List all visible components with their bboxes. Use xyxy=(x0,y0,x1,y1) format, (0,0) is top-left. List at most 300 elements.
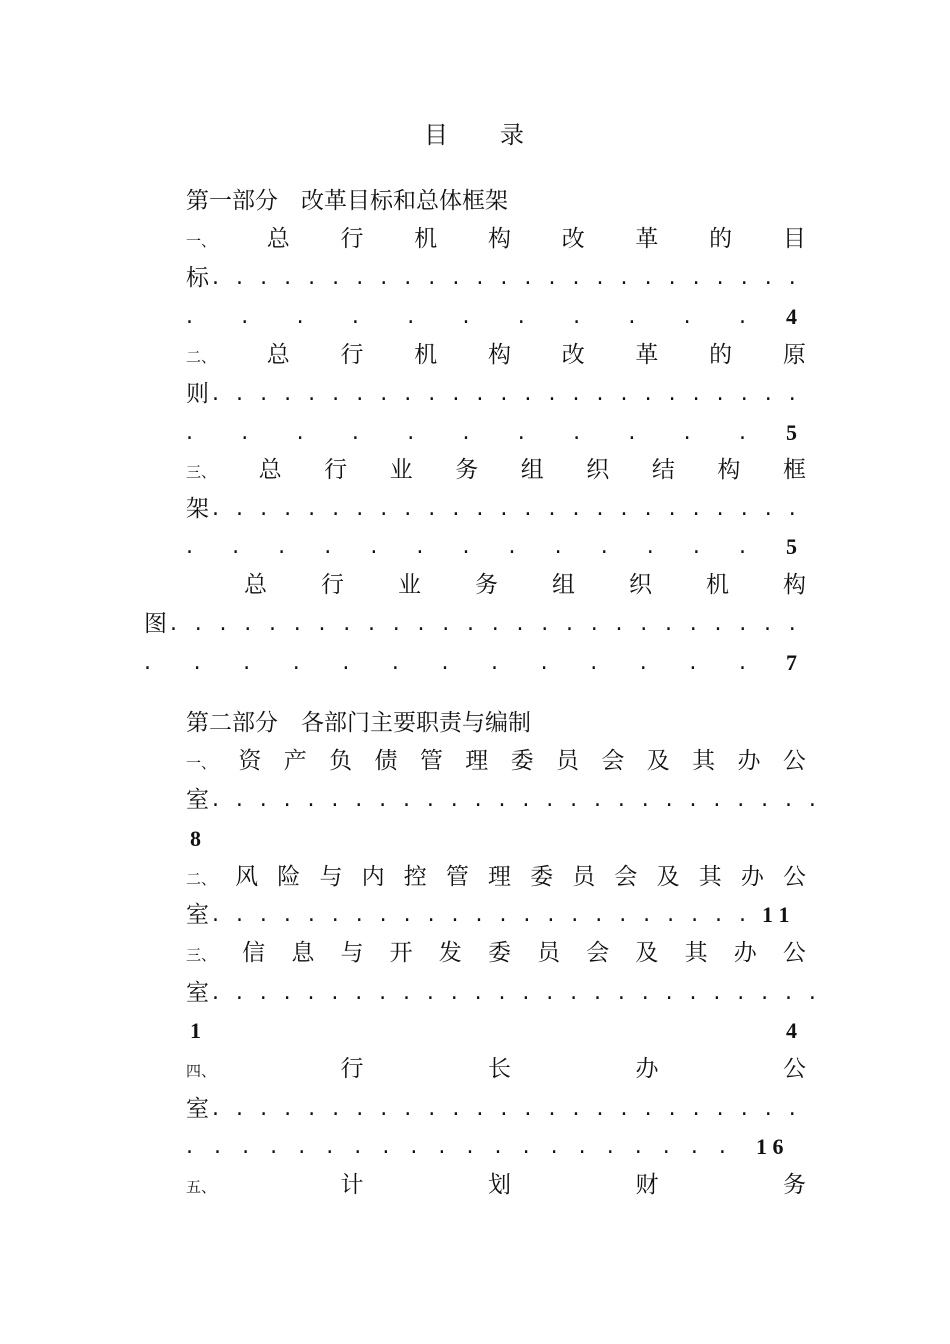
leader-dot: . xyxy=(508,534,516,559)
leader-dot: . xyxy=(259,787,267,812)
leader-dot: . xyxy=(403,787,410,812)
leader-dot: . xyxy=(785,787,792,812)
leader-dot: . xyxy=(572,496,580,521)
leader-dot: . xyxy=(785,980,792,1005)
leader-dot: . xyxy=(541,611,549,636)
leader-dot: . xyxy=(260,265,268,290)
leader-dot: . xyxy=(600,534,608,559)
leader-dot: . xyxy=(715,902,723,927)
leader-dot: . xyxy=(283,980,291,1005)
leader-dot: . xyxy=(404,381,412,406)
leader-dot: . xyxy=(332,496,340,521)
leader-dot: . xyxy=(186,1134,193,1159)
leader-dot: . xyxy=(212,496,219,521)
leader-dot: . xyxy=(665,980,673,1005)
leader-dots xyxy=(212,900,746,930)
leader-dot: . xyxy=(639,650,647,675)
leader-dot: . xyxy=(308,265,316,290)
leader-dot: . xyxy=(683,420,691,445)
leader-dot: . xyxy=(691,902,699,927)
leader-dot: . xyxy=(668,496,676,521)
leader-dot: . xyxy=(450,980,458,1005)
entry-tail: 则 xyxy=(186,381,209,407)
leader-dot: . xyxy=(355,980,363,1005)
leader-dot: . xyxy=(606,1134,614,1159)
entry-tail: 标 xyxy=(186,265,209,291)
leader-dot: . xyxy=(683,304,691,329)
leader-dot: . xyxy=(716,265,724,290)
leader-dot: . xyxy=(620,496,628,521)
leader-dot: . xyxy=(499,902,507,927)
leader-dot: . xyxy=(410,1134,418,1159)
leader-dot: . xyxy=(407,420,415,445)
leader-dot: . xyxy=(242,1134,250,1159)
leader-dot: . xyxy=(298,1134,306,1159)
leader-dot: . xyxy=(308,381,316,406)
leader-dot: . xyxy=(259,980,267,1005)
leader-dot: . xyxy=(628,420,636,445)
leader-dot: . xyxy=(332,1096,340,1121)
leader-dot: . xyxy=(241,420,249,445)
leader-dot: . xyxy=(522,1134,530,1159)
leader-dots xyxy=(212,785,816,815)
leader-dot: . xyxy=(474,787,482,812)
leader-dot: . xyxy=(270,1134,278,1159)
leader-dot: . xyxy=(307,787,315,812)
entry-number: 四、 xyxy=(186,1062,217,1080)
leader-dot: . xyxy=(379,902,387,927)
leader-dot: . xyxy=(498,787,506,812)
leader-dot: . xyxy=(546,980,554,1005)
leader-dot: . xyxy=(186,534,193,559)
leader-dot: . xyxy=(692,1096,700,1121)
leader-dot: . xyxy=(523,902,531,927)
leader-dot: . xyxy=(628,304,636,329)
leader-dot: . xyxy=(331,902,339,927)
leader-dot: . xyxy=(644,496,652,521)
leader-dot: . xyxy=(516,611,524,636)
leader-dot: . xyxy=(596,1096,604,1121)
leader-dot: . xyxy=(441,650,449,675)
leader-dots xyxy=(186,302,746,332)
leader-dot: . xyxy=(590,611,598,636)
leader-dot: . xyxy=(690,1134,698,1159)
leader-dot: . xyxy=(572,1096,580,1121)
leader-dot: . xyxy=(500,1096,508,1121)
leader-dot: . xyxy=(342,650,350,675)
entry-number: 三、 xyxy=(186,946,217,964)
leader-dots xyxy=(212,494,796,524)
leader-dot: . xyxy=(573,304,581,329)
leader-dot: . xyxy=(326,1134,334,1159)
leader-dot: . xyxy=(212,787,219,812)
toc-entry-1-4[interactable]: 总 行 业 务 组 织 机 构 xyxy=(244,572,806,598)
leader-dot: . xyxy=(692,265,700,290)
leader-dot: . xyxy=(692,496,700,521)
leader-dot: . xyxy=(572,265,580,290)
leader-dot: . xyxy=(354,1134,362,1159)
leader-dot: . xyxy=(692,381,700,406)
leader-dot: . xyxy=(596,496,604,521)
leader-dot: . xyxy=(235,787,243,812)
leader-dot: . xyxy=(594,980,601,1005)
toc-entry-2-4[interactable]: 四、 行 长 办 公 xyxy=(186,1054,806,1086)
entry-tail: 室 xyxy=(186,980,209,1006)
leader-dot: . xyxy=(407,304,415,329)
leader-dot: . xyxy=(491,611,499,636)
leader-dot: . xyxy=(668,381,676,406)
leader-dot: . xyxy=(668,265,676,290)
leader-dot: . xyxy=(194,611,202,636)
leader-dot: . xyxy=(548,496,556,521)
leader-dot: . xyxy=(466,1134,474,1159)
leader-dots xyxy=(186,418,746,448)
leader-dot: . xyxy=(476,265,484,290)
leader-dot: . xyxy=(572,381,580,406)
leader-dot: . xyxy=(380,265,388,290)
leader-dots xyxy=(212,978,816,1008)
leader-dots xyxy=(170,609,796,639)
leader-dot: . xyxy=(808,980,816,1005)
leader-dot: . xyxy=(331,787,339,812)
leader-dot: . xyxy=(740,1096,748,1121)
leader-dot: . xyxy=(590,650,598,675)
leader-dot: . xyxy=(284,381,292,406)
leader-dot: . xyxy=(713,980,721,1005)
leader-dot: . xyxy=(236,496,244,521)
leader-dot: . xyxy=(296,304,304,329)
leader-dot: . xyxy=(547,902,555,927)
leader-dot: . xyxy=(452,265,460,290)
leader-dot: . xyxy=(689,980,697,1005)
leader-dot: . xyxy=(293,611,301,636)
leader-dot: . xyxy=(761,787,769,812)
leader-dot: . xyxy=(235,902,243,927)
leader-dot: . xyxy=(283,787,291,812)
leader-dot: . xyxy=(634,1134,642,1159)
leader-dot: . xyxy=(356,265,364,290)
leader-dot: . xyxy=(524,1096,532,1121)
leader-dot: . xyxy=(620,1096,628,1121)
toc-entry-1-2[interactable]: 二、 总 行 机 构 改 革 的 原 xyxy=(186,340,806,372)
entry-tail: 室 xyxy=(186,787,209,813)
leader-dot: . xyxy=(260,496,268,521)
leader-dot: . xyxy=(689,650,697,675)
leader-dot: . xyxy=(467,611,474,636)
leader-dot: . xyxy=(403,902,411,927)
leader-dot: . xyxy=(236,265,244,290)
leader-dot: . xyxy=(641,787,649,812)
toc-entry-2-3[interactable]: 三、 信 息 与 开 发 委 员 会 及 其 办 公 xyxy=(186,938,806,970)
leader-dot: . xyxy=(292,650,300,675)
leader-dot: . xyxy=(404,1096,412,1121)
leader-dot: . xyxy=(738,650,746,675)
leader-dot: . xyxy=(550,1134,558,1159)
leader-dot: . xyxy=(355,902,363,927)
leader-dot: . xyxy=(640,611,648,636)
toc-title: 目 录 xyxy=(424,121,526,149)
entry-tail: 图 xyxy=(144,611,167,637)
page-number: 1 1 xyxy=(762,902,790,927)
leader-dot: . xyxy=(578,1134,586,1159)
leader-dot: . xyxy=(716,496,724,521)
leader-dot: . xyxy=(570,787,578,812)
leader-dot: . xyxy=(462,420,470,445)
leader-dots xyxy=(144,648,746,678)
leader-dot: . xyxy=(764,381,772,406)
leader-dot: . xyxy=(662,1134,670,1159)
leader-dot: . xyxy=(212,381,219,406)
leader-dot: . xyxy=(738,534,746,559)
leader-dot: . xyxy=(596,265,604,290)
leader-dot: . xyxy=(382,1134,390,1159)
leader-dot: . xyxy=(668,1096,676,1121)
leader-dot: . xyxy=(500,496,508,521)
page-number: 8 xyxy=(190,826,201,851)
leader-dot: . xyxy=(716,381,724,406)
leader-dot: . xyxy=(643,902,651,927)
leader-dot: . xyxy=(186,420,193,445)
leader-dot: . xyxy=(284,1096,292,1121)
leader-dot: . xyxy=(713,787,721,812)
leader-dot: . xyxy=(740,381,748,406)
leader-dot: . xyxy=(737,787,745,812)
leader-dot: . xyxy=(332,265,340,290)
entry-tail: 室 xyxy=(186,1096,209,1122)
leader-dot: . xyxy=(212,902,219,927)
leader-dot: . xyxy=(324,534,332,559)
leader-dot: . xyxy=(236,381,244,406)
leader-dot: . xyxy=(788,265,796,290)
leader-dot: . xyxy=(452,1096,460,1121)
leader-dot: . xyxy=(307,980,315,1005)
leader-dot: . xyxy=(620,381,628,406)
leader-dot: . xyxy=(380,1096,388,1121)
leader-dot: . xyxy=(403,980,410,1005)
leader-dot: . xyxy=(284,265,292,290)
leader-dot: . xyxy=(517,304,525,329)
leader-dot: . xyxy=(235,980,243,1005)
leader-dot: . xyxy=(212,980,219,1005)
leader-dot: . xyxy=(380,381,388,406)
leader-dot: . xyxy=(426,980,434,1005)
leader-dot: . xyxy=(644,381,652,406)
leader-dot: . xyxy=(284,496,292,521)
leader-dot: . xyxy=(522,980,530,1005)
entry-number: 五、 xyxy=(186,1178,217,1196)
leader-dot: . xyxy=(426,787,434,812)
leader-dot: . xyxy=(498,980,506,1005)
leader-dot: . xyxy=(260,1096,268,1121)
leader-dot: . xyxy=(370,534,378,559)
entry-tail: 架 xyxy=(186,496,209,522)
leader-dot: . xyxy=(379,980,387,1005)
leader-dots xyxy=(212,379,796,409)
page-number: 5 xyxy=(786,420,797,445)
leader-dot: . xyxy=(452,381,460,406)
leader-dot: . xyxy=(808,787,816,812)
leader-dot: . xyxy=(476,496,484,521)
leader-dot: . xyxy=(524,496,532,521)
leader-dot: . xyxy=(236,1096,244,1121)
leader-dot: . xyxy=(214,1134,222,1159)
leader-dot: . xyxy=(269,611,276,636)
leader-dot: . xyxy=(594,787,601,812)
leader-dot: . xyxy=(665,787,673,812)
leader-dot: . xyxy=(738,902,746,927)
leader-dot: . xyxy=(620,265,628,290)
leader-dot: . xyxy=(788,381,796,406)
leader-dot: . xyxy=(554,534,562,559)
leader-dot: . xyxy=(451,902,459,927)
leader-dot: . xyxy=(308,496,316,521)
entry-tail: 室 xyxy=(186,902,209,928)
leader-dot: . xyxy=(296,420,304,445)
leader-dot: . xyxy=(644,265,652,290)
leader-dot: . xyxy=(450,787,458,812)
leader-dot: . xyxy=(144,650,151,675)
leader-dot: . xyxy=(380,496,388,521)
toc-entry-2-5[interactable]: 五、 计 划 财 务 xyxy=(186,1170,806,1202)
leader-dot: . xyxy=(548,381,556,406)
leader-dot: . xyxy=(494,1134,502,1159)
leader-dots xyxy=(212,1094,796,1124)
toc-entry-1-1[interactable]: 一、 总 行 机 构 改 革 的 目 xyxy=(186,224,806,256)
leader-dot: . xyxy=(452,496,460,521)
leader-dot: . xyxy=(500,381,508,406)
leader-dot: . xyxy=(665,611,672,636)
leader-dot: . xyxy=(331,980,339,1005)
leader-dot: . xyxy=(428,381,436,406)
leader-dot: . xyxy=(740,265,748,290)
page-number: 7 xyxy=(786,650,797,675)
leader-dot: . xyxy=(186,304,193,329)
leader-dot: . xyxy=(500,265,508,290)
leader-dot: . xyxy=(788,496,796,521)
leader-dot: . xyxy=(243,650,251,675)
page-number-part-a: 1 xyxy=(190,1018,201,1043)
leader-dot: . xyxy=(491,650,499,675)
leader-dot: . xyxy=(392,611,400,636)
leader-dot: . xyxy=(737,980,745,1005)
leader-dot: . xyxy=(644,1096,652,1121)
leader-dot: . xyxy=(356,381,364,406)
leader-dot: . xyxy=(596,381,604,406)
leader-dot: . xyxy=(332,381,340,406)
leader-dot: . xyxy=(641,980,649,1005)
leader-dot: . xyxy=(438,1134,446,1159)
leader-dot: . xyxy=(462,304,470,329)
leader-dot: . xyxy=(764,611,771,636)
entry-number: 一、 xyxy=(186,232,217,250)
leader-dot: . xyxy=(343,611,351,636)
leader-dot: . xyxy=(615,611,623,636)
leader-dot: . xyxy=(524,265,532,290)
leader-dot: . xyxy=(212,265,219,290)
leader-dot: . xyxy=(428,496,436,521)
leader-dot: . xyxy=(689,611,697,636)
leader-dot: . xyxy=(476,1096,484,1121)
leader-dot: . xyxy=(241,304,249,329)
leader-dot: . xyxy=(170,611,177,636)
leader-dot: . xyxy=(318,611,326,636)
leader-dots xyxy=(186,1132,726,1162)
leader-dot: . xyxy=(788,611,796,636)
leader-dot: . xyxy=(522,787,530,812)
leader-dot: . xyxy=(548,1096,556,1121)
leader-dot: . xyxy=(716,1096,724,1121)
leader-dot: . xyxy=(368,611,375,636)
leader-dot: . xyxy=(476,381,484,406)
leader-dot: . xyxy=(474,980,482,1005)
leader-dot: . xyxy=(308,1096,316,1121)
toc-entry-2-2[interactable]: 二、 风 险 与 内 控 管 理 委 员 会 及 其 办 公 xyxy=(186,862,806,894)
leader-dots xyxy=(212,263,796,293)
toc-entry-1-3[interactable]: 三、 总 行 业 务 组 织 结 构 框 xyxy=(186,455,806,487)
leader-dot: . xyxy=(524,381,532,406)
leader-dot: . xyxy=(219,611,227,636)
leader-dot: . xyxy=(740,496,748,521)
leader-dot: . xyxy=(573,420,581,445)
leader-dot: . xyxy=(356,496,364,521)
leader-dot: . xyxy=(307,902,315,927)
leader-dot: . xyxy=(259,902,267,927)
leader-dot: . xyxy=(355,787,363,812)
leader-dot: . xyxy=(260,381,268,406)
page-number: 5 xyxy=(786,534,797,559)
leader-dot: . xyxy=(404,496,412,521)
leader-dot: . xyxy=(442,611,450,636)
leader-dot: . xyxy=(595,902,603,927)
leader-dot: . xyxy=(391,650,399,675)
part1-heading: 第一部分 改革目标和总体框架 xyxy=(186,188,508,214)
leader-dot: . xyxy=(278,534,286,559)
leader-dot: . xyxy=(689,787,697,812)
leader-dot: . xyxy=(738,304,746,329)
entry-number: 二、 xyxy=(186,348,217,366)
leader-dot: . xyxy=(788,1096,796,1121)
leader-dot: . xyxy=(404,265,412,290)
leader-dot: . xyxy=(232,534,240,559)
leader-dot: . xyxy=(428,265,436,290)
part2-heading: 第二部分 各部门主要职责与编制 xyxy=(186,710,531,736)
entry-number: 一、 xyxy=(186,754,217,772)
leader-dot: . xyxy=(548,265,556,290)
leader-dot: . xyxy=(462,534,470,559)
leader-dot: . xyxy=(540,650,548,675)
leader-dot: . xyxy=(212,1096,219,1121)
toc-entry-2-1[interactable]: 一、 资 产 负 债 管 理 委 员 会 及 其 办 公 xyxy=(186,746,806,778)
leader-dot: . xyxy=(571,902,579,927)
leader-dot: . xyxy=(764,496,772,521)
leader-dot: . xyxy=(714,611,722,636)
leader-dot: . xyxy=(718,1134,726,1159)
leader-dot: . xyxy=(764,265,772,290)
leader-dot: . xyxy=(617,980,625,1005)
leader-dot: . xyxy=(739,611,747,636)
leader-dot: . xyxy=(428,1096,436,1121)
leader-dot: . xyxy=(416,534,424,559)
leader-dot: . xyxy=(617,787,625,812)
page-number: 4 xyxy=(786,304,797,329)
leader-dot: . xyxy=(356,1096,364,1121)
leader-dot: . xyxy=(570,980,578,1005)
leader-dot: . xyxy=(244,611,252,636)
leader-dot: . xyxy=(738,420,746,445)
leader-dot: . xyxy=(619,902,627,927)
entry-number: 三、 xyxy=(186,463,217,481)
leader-dot: . xyxy=(566,611,573,636)
